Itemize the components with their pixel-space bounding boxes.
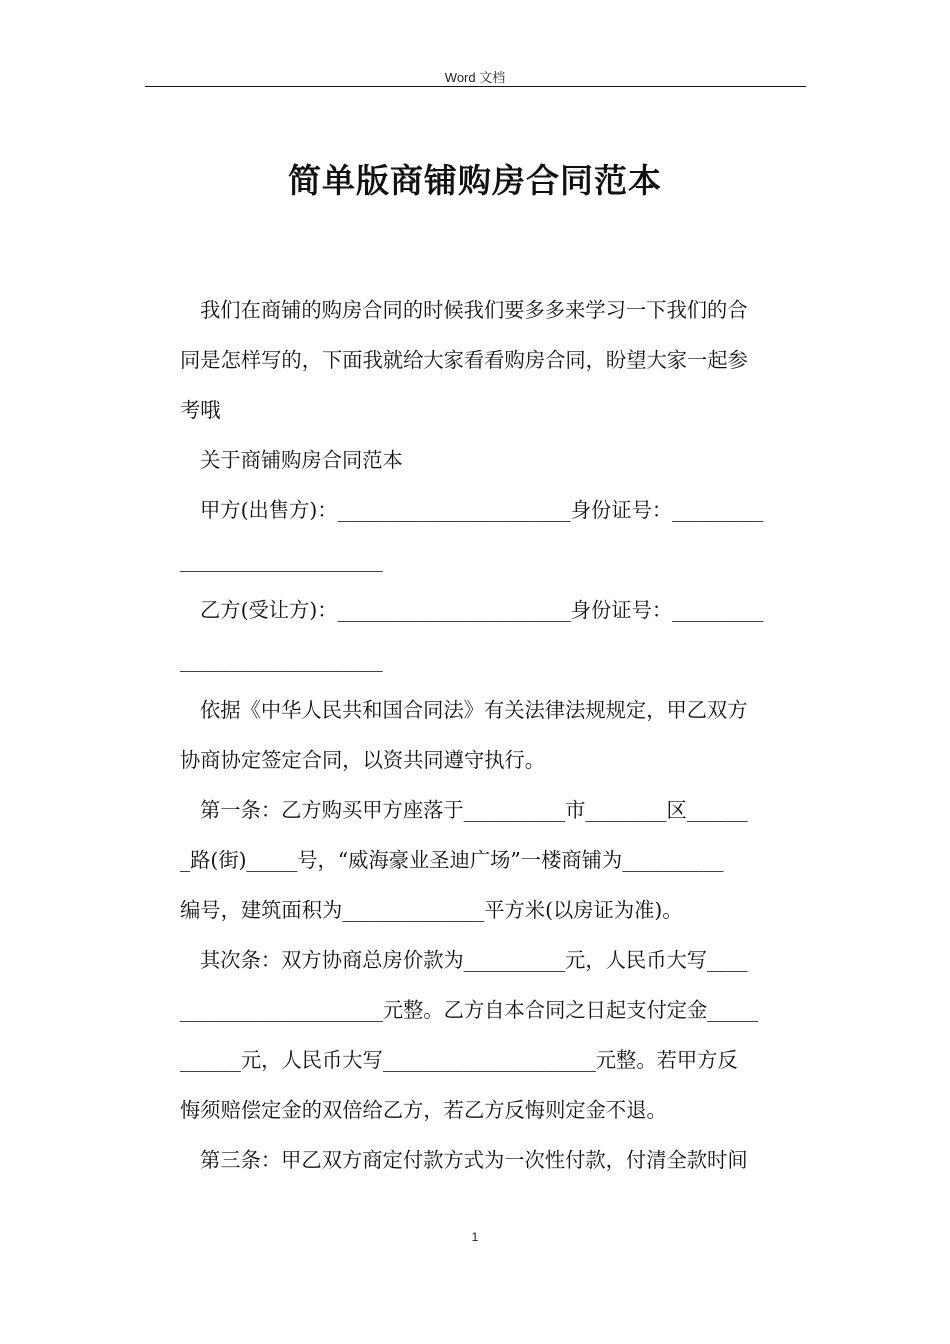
party-a-line: 甲方(出售方)：_______________________身份证号：_________ (200, 498, 764, 522)
document-title: 简单版商铺购房合同范本 (288, 161, 662, 200)
article-3-line: 第三条：甲乙双方商定付款方式为一次性付款，付清全款时间 (200, 1148, 748, 1172)
paragraph-line: 考哦 (180, 398, 221, 422)
article-2-line: ______元，人民币大写_____________________元整。若甲方反 (180, 1048, 738, 1072)
article-2-line: 其次条：双方协商总房价款为__________元，人民币大写____ (200, 948, 748, 972)
article-2-line: ____________________元整。乙方自本合同之日起支付定金_____ (180, 998, 759, 1022)
document-body (180, 285, 802, 1185)
article-1-line: _路(街)_____号，“威海豪业圣迪广场”一楼商铺为__________ (180, 848, 724, 872)
paragraph-line: 协商协定签定合同，以资共同遵守执行。 (180, 748, 546, 772)
paragraph-line: 同是怎样写的，下面我就给大家看看购房合同，盼望大家一起参 (180, 348, 748, 372)
page-number: 1 (471, 1230, 479, 1244)
header-divider (145, 86, 806, 87)
article-2-line: 悔须赔偿定金的双倍给乙方，若乙方反悔则定金不退。 (180, 1098, 667, 1122)
page-header: Word 文档 (444, 70, 506, 85)
article-1-line: 编号，建筑面积为______________平方米(以房证为准)。 (180, 898, 683, 922)
party-b-line: 乙方(受让方)：_______________________身份证号：_________ (200, 598, 764, 622)
party-a-line: ____________________ (180, 548, 383, 572)
paragraph-line: 我们在商铺的购房合同的时候我们要多多来学习一下我们的合 (200, 298, 748, 322)
paragraph-line: 关于商铺购房合同范本 (200, 448, 403, 472)
party-b-line: ____________________ (180, 648, 383, 672)
article-1-line: 第一条：乙方购买甲方座落于__________市________区______ (200, 798, 748, 822)
paragraph-line: 依据《中华人民共和国合同法》有关法律法规规定，甲乙双方 (200, 698, 748, 722)
